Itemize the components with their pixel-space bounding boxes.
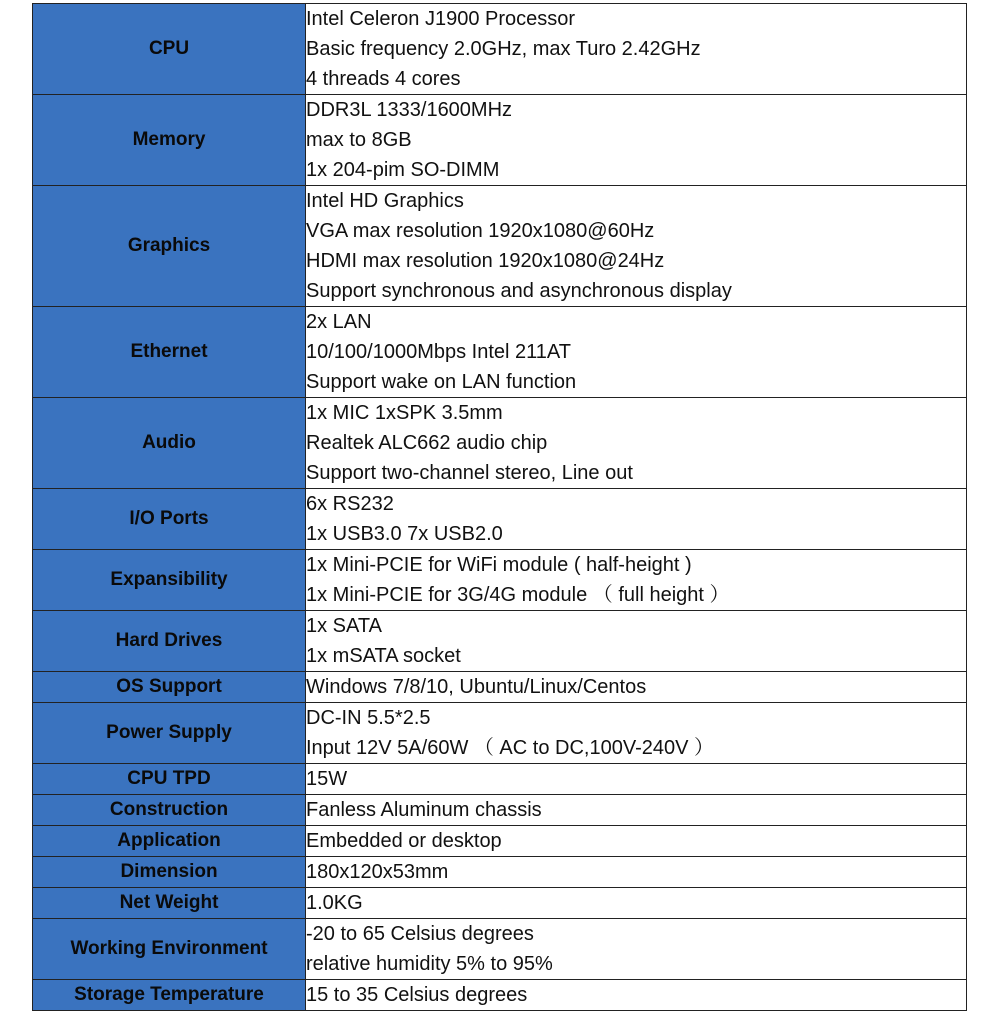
spec-value-cell <box>306 764 967 795</box>
spec-row <box>33 888 967 919</box>
spec-row <box>33 489 967 550</box>
spec-value-line: 15 to 35 Celsius degrees <box>306 984 528 1006</box>
spec-row <box>33 4 967 95</box>
spec-value-line: Basic frequency 2.0GHz, max Turo 2.42GHz <box>306 38 701 60</box>
spec-row <box>33 186 967 307</box>
spec-value-cell <box>306 857 967 888</box>
spec-row <box>33 307 967 398</box>
spec-value-line: Windows 7/8/10, Ubuntu/Linux/Centos <box>306 676 647 698</box>
spec-value-line: HDMI max resolution 1920x1080@24Hz <box>306 250 665 272</box>
spec-value-line: DC-IN 5.5*2.5 <box>306 707 431 729</box>
spec-row <box>33 611 967 672</box>
spec-row <box>33 398 967 489</box>
spec-value-line: 2x LAN <box>306 311 372 333</box>
spec-value-cell <box>306 980 967 1011</box>
spec-value-line: 6x RS232 <box>306 493 394 515</box>
spec-label: CPU <box>33 4 306 95</box>
spec-value-cell <box>306 550 967 611</box>
spec-label: Expansibility <box>33 550 306 611</box>
spec-label: Application <box>33 826 306 857</box>
spec-row <box>33 95 967 186</box>
spec-row <box>33 550 967 611</box>
spec-value-line: Support two-channel stereo, Line out <box>306 462 633 484</box>
spec-value-line: 180x120x53mm <box>306 861 449 883</box>
spec-label: Memory <box>33 95 306 186</box>
spec-value-cell <box>306 672 967 703</box>
spec-value-line: Intel HD Graphics <box>306 190 464 212</box>
spec-value-line: Support synchronous and asynchronous display <box>306 280 732 302</box>
spec-value-line: relative humidity 5% to 95% <box>306 953 553 975</box>
spec-label: Dimension <box>33 857 306 888</box>
spec-row <box>33 980 967 1011</box>
spec-value-line: VGA max resolution 1920x1080@60Hz <box>306 220 655 242</box>
spec-label: I/O Ports <box>33 489 306 550</box>
spec-value-cell <box>306 307 967 398</box>
spec-value-line: 4 threads 4 cores <box>306 68 461 90</box>
spec-row <box>33 919 967 980</box>
spec-table <box>32 3 967 1011</box>
spec-value-line: 1x Mini-PCIE for 3G/4G module （ full height ） <box>306 584 730 606</box>
spec-value-line: Realtek ALC662 audio chip <box>306 432 548 454</box>
spec-label: Ethernet <box>33 307 306 398</box>
spec-value-line: DDR3L 1333/1600MHz <box>306 99 513 121</box>
spec-value-cell <box>306 186 967 307</box>
spec-value-cell <box>306 919 967 980</box>
spec-row <box>33 672 967 703</box>
spec-value-cell <box>306 489 967 550</box>
spec-value-line: Embedded or desktop <box>306 830 502 852</box>
spec-label: Audio <box>33 398 306 489</box>
spec-value-line: Fanless Aluminum chassis <box>306 799 542 821</box>
spec-value-cell <box>306 888 967 919</box>
spec-value-line: 1x SATA <box>306 615 382 637</box>
spec-label: Net Weight <box>33 888 306 919</box>
spec-value-line: 10/100/1000Mbps Intel 211AT <box>306 341 571 363</box>
spec-value-line: 1x MIC 1xSPK 3.5mm <box>306 402 503 424</box>
spec-table-body <box>33 4 967 1011</box>
spec-value-cell <box>306 703 967 764</box>
spec-value-line: Input 12V 5A/60W （ AC to DC,100V-240V ） <box>306 737 714 759</box>
spec-row <box>33 703 967 764</box>
spec-value-line: 1x Mini-PCIE for WiFi module ( half-height ) <box>306 554 692 576</box>
spec-value-cell <box>306 4 967 95</box>
spec-value-cell <box>306 826 967 857</box>
spec-value-line: 1x 204-pim SO-DIMM <box>306 159 500 181</box>
spec-value-cell <box>306 795 967 826</box>
spec-row <box>33 795 967 826</box>
spec-row <box>33 764 967 795</box>
spec-row <box>33 826 967 857</box>
spec-label: CPU TPD <box>33 764 306 795</box>
spec-label: Power Supply <box>33 703 306 764</box>
spec-label: Hard Drives <box>33 611 306 672</box>
spec-label: Construction <box>33 795 306 826</box>
spec-value-cell <box>306 398 967 489</box>
spec-value-line: Intel Celeron J1900 Processor <box>306 8 576 30</box>
spec-label: Storage Temperature <box>33 980 306 1011</box>
spec-value-line: max to 8GB <box>306 129 412 151</box>
spec-value-line: 1x mSATA socket <box>306 645 461 667</box>
spec-value-line: -20 to 65 Celsius degrees <box>306 923 534 945</box>
spec-value-cell <box>306 95 967 186</box>
spec-value-cell <box>306 611 967 672</box>
spec-value-line: Support wake on LAN function <box>306 371 577 393</box>
spec-value-line: 1.0KG <box>306 892 363 914</box>
spec-label: Working Environment <box>33 919 306 980</box>
spec-label: OS Support <box>33 672 306 703</box>
spec-row <box>33 857 967 888</box>
spec-value-line: 15W <box>306 768 348 790</box>
spec-value-line: 1x USB3.0 7x USB2.0 <box>306 523 503 545</box>
spec-label: Graphics <box>33 186 306 307</box>
